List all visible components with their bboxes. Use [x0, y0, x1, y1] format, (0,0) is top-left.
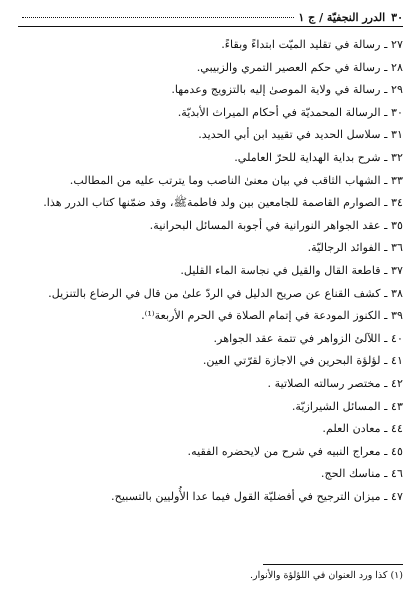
header-dot-leader — [22, 17, 294, 18]
list-item: ٤٤ ـ معادن العلم. — [322, 422, 403, 436]
footnote-divider — [263, 564, 403, 565]
list-item: ٣٩ ـ الكنوز المودعة في إتمام الصلاة في الحرم الأربعة⁽¹⁾. — [141, 309, 403, 323]
list-item: ٣٦ ـ الفوائد الرجاليّة. — [307, 241, 403, 255]
list-item: ٤٥ ـ معراج النبيه في شرح من لايحضره الفقيه. — [187, 444, 403, 458]
list-item: ٤٦ ـ مناسك الحج. — [320, 467, 403, 481]
list-item: ٣١ ـ سلاسل الحديد في تقييد ابن أبي الحديد. — [198, 128, 403, 142]
list-item: ٤٣ ـ المسائل الشيرازيّة. — [291, 399, 403, 413]
list-item: ٤٢ ـ مختصر رسالته الصلاتية . — [267, 376, 403, 390]
list-item: ٤٧ ـ ميزان الترجيح في أفضليّة القول فيما عدا الأُوليين بالتسبيح. — [111, 489, 403, 503]
list-item: ٣٧ ـ قاطعة القال والقيل في نجاسة الماء القليل. — [180, 263, 403, 277]
page-number: ٣٠ — [391, 10, 403, 24]
list-item: ٢٧ ـ رسالة في تقليد الميّت ابتداءً وبقاءً. — [221, 38, 403, 51]
list-item: ٣٥ ـ عقد الجواهر النورانية في أجوبة المسائل البحرانية. — [149, 218, 403, 232]
list-item: ٣٢ ـ شرح بداية الهداية للحرّ العاملي. — [234, 150, 403, 164]
list-item: ٣٣ ـ الشهاب الثاقب في بيان معنىٰ الناصب وما يترتب عليه من المطالب. — [69, 173, 403, 187]
list-item: ٤٠ ـ اللآلئ الزواهر في تتمة عقد الجواهر. — [213, 331, 403, 345]
list-item: ٢٨ ـ رسالة في حكم العصير التمري والزبيبي. — [196, 60, 403, 74]
list-item: ٣٤ ـ الصوارم القاصمة للجامعين بين ولد فاطمةﷺ، وقد ضمّنها كتاب الدرر هذا. — [43, 196, 403, 210]
footnote: (١) كذا ورد العنوان في اللؤلؤة والأنوار. — [250, 570, 403, 581]
works-list — [18, 34, 403, 508]
running-header — [18, 8, 403, 27]
list-item: ٣٠ ـ الرسالة المحمديّة في أحكام الميراث الأبديّة. — [177, 105, 403, 119]
list-item: ٢٩ ـ رسالة في ولاية الموصىٰ إليه بالتزويج وعدمها. — [171, 83, 403, 97]
list-item: ٤١ ـ لؤلؤة البحرين في الاجازة لقرّتي العين. — [202, 354, 403, 368]
list-item: ٣٨ ـ كشف القناع عن صريح الدليل في الردّ علىٰ من قال في الرضاع بالتنزيل. — [48, 286, 403, 300]
book-title: الدرر النجفيّة / ج ١ — [298, 10, 386, 24]
